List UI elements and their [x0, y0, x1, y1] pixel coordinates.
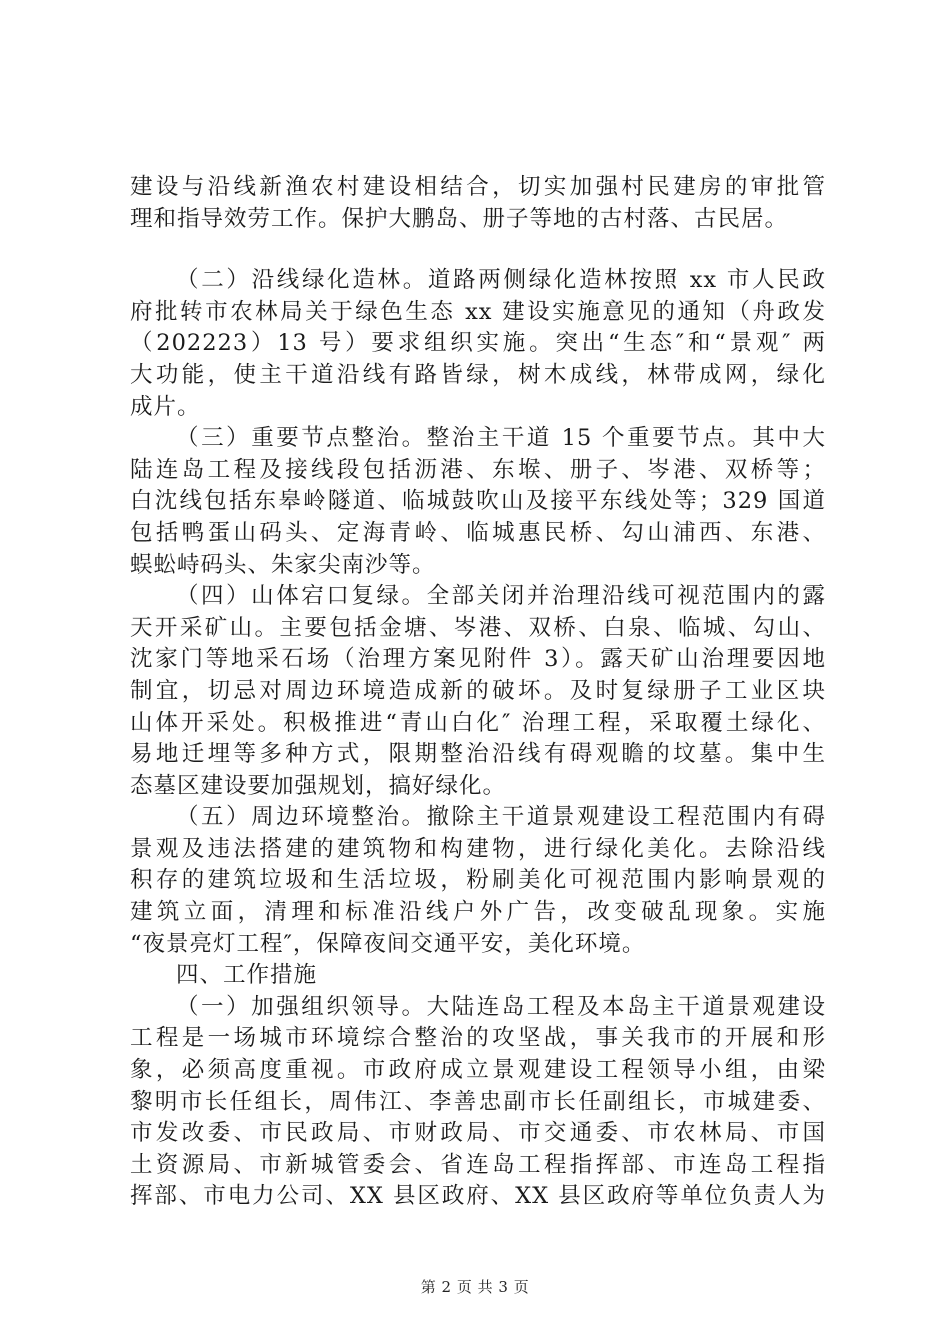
text-line: 理和指导效劳工作。保护大鹏岛、册子等地的古村落、古民居。	[130, 205, 789, 232]
text-line: 天开采矿山。主要包括金塘、岑港、双桥、白泉、临城、勾山、	[130, 614, 826, 641]
section-heading: 四、工作措施	[176, 962, 318, 989]
text-line: （三）重要节点整治。整治主干道 15 个重要节点。其中大	[176, 425, 826, 452]
intro-paragraph	[130, 172, 826, 235]
text-line: 陆连岛工程及接线段包括沥港、东堠、册子、岑港、双桥等；	[130, 456, 826, 483]
page-number-footer: 第 2 页 共 3 页	[420, 1278, 530, 1296]
text-line: 成片。	[130, 393, 201, 420]
text-line: 象，必须高度重视。市政府成立景观建设工程领导小组，由梁	[130, 1057, 826, 1084]
text-line: （202223）13 号）要求组织实施。突出“生态″和“景观″ 两	[130, 330, 826, 357]
text-line: 大功能，使主干道沿线有路皆绿，树木成线，林带成网，绿化	[130, 361, 826, 388]
section-five-paragraph	[130, 802, 826, 960]
text-line: 易地迁埋等多种方式，限期整治沿线有碍观瞻的坟墓。集中生	[130, 741, 826, 768]
text-line: （五）周边环境整治。撤除主干道景观建设工程范围内有碍	[176, 804, 826, 831]
text-line: 沈家门等地采石场（治理方案见附件 3）。露天矿山治理要因地	[130, 646, 826, 673]
section-four-paragraph	[130, 581, 826, 802]
text-line: （二）沿线绿化造林。道路两侧绿化造林按照 xx 市人民政	[176, 267, 826, 294]
text-line: 市发改委、市民政局、市财政局、市交通委、市农林局、市国	[130, 1120, 826, 1147]
document-body	[130, 172, 826, 1213]
section-three-paragraph	[130, 423, 826, 581]
text-line: “夜景亮灯工程″，保障夜间交通平安，美化环境。	[130, 930, 646, 957]
text-line: 建筑立面，清理和标准沿线户外广告，改变破乱现象。实施	[130, 899, 826, 926]
text-line: 景观及违法搭建的建筑物和构建物，进行绿化美化。去除沿线	[130, 835, 826, 862]
text-line: 态墓区建设要加强规划，搞好绿化。	[130, 772, 507, 799]
text-line: 府批转市农林局关于绿色生态 xx 建设实施意见的通知（舟政发	[130, 298, 826, 325]
text-line: （一）加强组织领导。大陆连岛工程及本岛主干道景观建设	[176, 993, 826, 1020]
text-line: 黎明市长任组长，周伟江、李善忠副市长任副组长，市城建委、	[130, 1088, 826, 1115]
text-line: 制宜，切忌对周边环境造成新的破坏。及时复绿册子工业区块	[130, 677, 826, 704]
text-line: 积存的建筑垃圾和生活垃圾，粉刷美化可视范围内影响景观的	[130, 867, 826, 894]
text-line: 土资源局、市新城管委会、省连岛工程指挥部、市连岛工程指	[130, 1151, 826, 1178]
text-line: 白沈线包括东皋岭隧道、临城鼓吹山及接平东线处等；329 国道	[130, 488, 826, 515]
text-line: 山体开采处。积极推进“青山白化″ 治理工程，采取覆土绿化、	[130, 709, 826, 736]
measures-paragraph	[130, 992, 826, 1213]
text-line: 蜈蚣峙码头、朱家尖南沙等。	[130, 551, 436, 578]
heading-work-measures	[130, 960, 826, 992]
section-two-paragraph	[130, 265, 826, 423]
text-line: 工程是一场城市环境综合整治的攻坚战，事关我市的开展和形	[130, 1025, 826, 1052]
text-line: 包括鸭蛋山码头、定海青岭、临城惠民桥、勾山浦西、东港、	[130, 519, 826, 546]
text-line: 挥部、市电力公司、XX 县区政府、XX 县区政府等单位负责人为	[130, 1183, 826, 1210]
text-line: （四）山体宕口复绿。全部关闭并治理沿线可视范围内的露	[176, 583, 826, 610]
text-line: 建设与沿线新渔农村建设相结合，切实加强村民建房的审批管	[130, 174, 826, 200]
paragraph-gap	[130, 235, 826, 265]
